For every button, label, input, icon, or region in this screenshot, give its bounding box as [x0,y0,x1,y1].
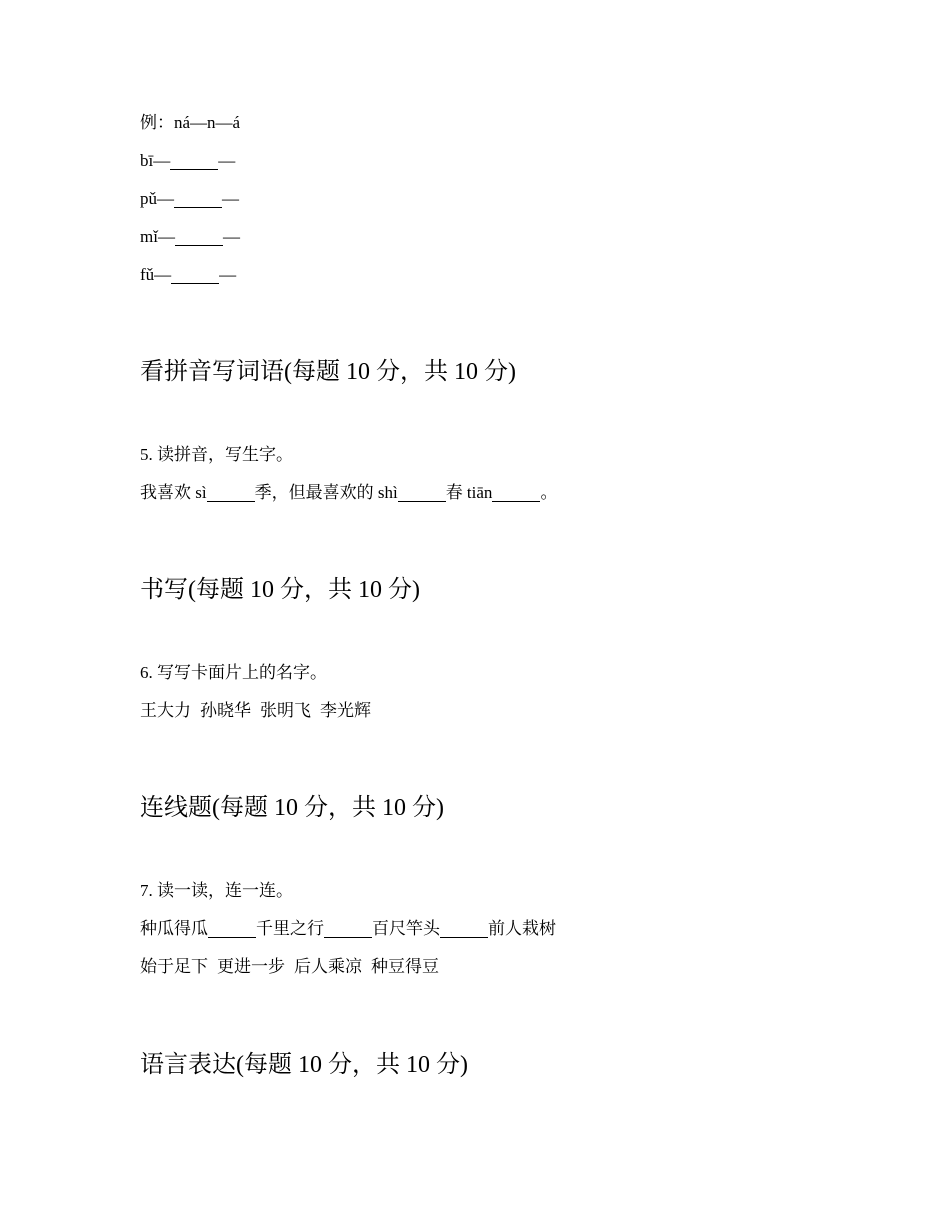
pinyin-row-prefix: fǔ— [140,265,172,284]
pinyin-row-suffix: — [218,151,236,170]
answer-blank [171,269,219,284]
question-5-sentence [140,481,557,505]
pinyin-row-prefix: mǐ— [140,227,175,246]
name-card-name: 孙晓华 [200,701,251,720]
question-7-prompt: 7. 读一读，连一连。 [140,881,293,900]
name-card-name: 王大力 [140,701,191,720]
answer-blank [492,487,540,502]
section-heading-expression: 语言表达(每题 10 分，共 10 分) [140,1052,468,1078]
answer-blank [208,923,256,938]
pinyin-row [140,149,235,173]
name-card-list [140,699,371,723]
question-6-prompt: 6. 写写卡面片上的名字。 [140,663,327,682]
matching-phrase: 种瓜得瓜 [140,919,208,938]
matching-phrase: 种豆得豆 [371,957,439,976]
question-5-prompt: 5. 读拼音，写生字。 [140,445,293,464]
pinyin-row-suffix: — [219,265,237,284]
answer-blank [440,923,488,938]
pinyin-example-text: 例：ná—n—á [140,113,241,132]
pinyin-row-suffix: — [222,227,240,246]
answer-blank [398,487,446,502]
name-card-name: 张明飞 [260,701,311,720]
answer-blank [324,923,372,938]
pinyin-row-prefix: pǔ— [140,189,174,208]
answer-blank [175,231,223,246]
pinyin-row-prefix: bī— [140,151,171,170]
answer-blank [207,487,255,502]
pinyin-row [140,225,240,249]
pinyin-row [140,263,236,287]
matching-left-row [140,917,556,941]
answer-blank [174,193,222,208]
matching-phrase: 始于足下 [140,957,208,976]
section-heading-pinyin-words: 看拼音写词语(每题 10 分，共 10 分) [140,359,516,385]
sentence-part: 春 tiān [445,483,493,502]
sentence-part: 季，但最喜欢的 shì [254,483,398,502]
sentence-part: 我喜欢 sì [140,483,207,502]
sentence-part: 。 [540,483,558,502]
matching-phrase: 后人乘凉 [294,957,362,976]
answer-blank [170,155,218,170]
section-heading-matching: 连线题(每题 10 分，共 10 分) [140,795,444,821]
section-heading-writing: 书写(每题 10 分，共 10 分) [140,577,420,603]
matching-right-row [140,955,439,979]
pinyin-row [140,187,239,211]
pinyin-example [140,111,240,135]
name-card-name: 李光辉 [320,701,371,720]
matching-phrase: 百尺竿头 [372,919,440,938]
matching-phrase: 千里之行 [256,919,324,938]
pinyin-row-suffix: — [222,189,239,208]
matching-phrase: 更进一步 [217,957,285,976]
matching-phrase: 前人栽树 [488,919,556,938]
